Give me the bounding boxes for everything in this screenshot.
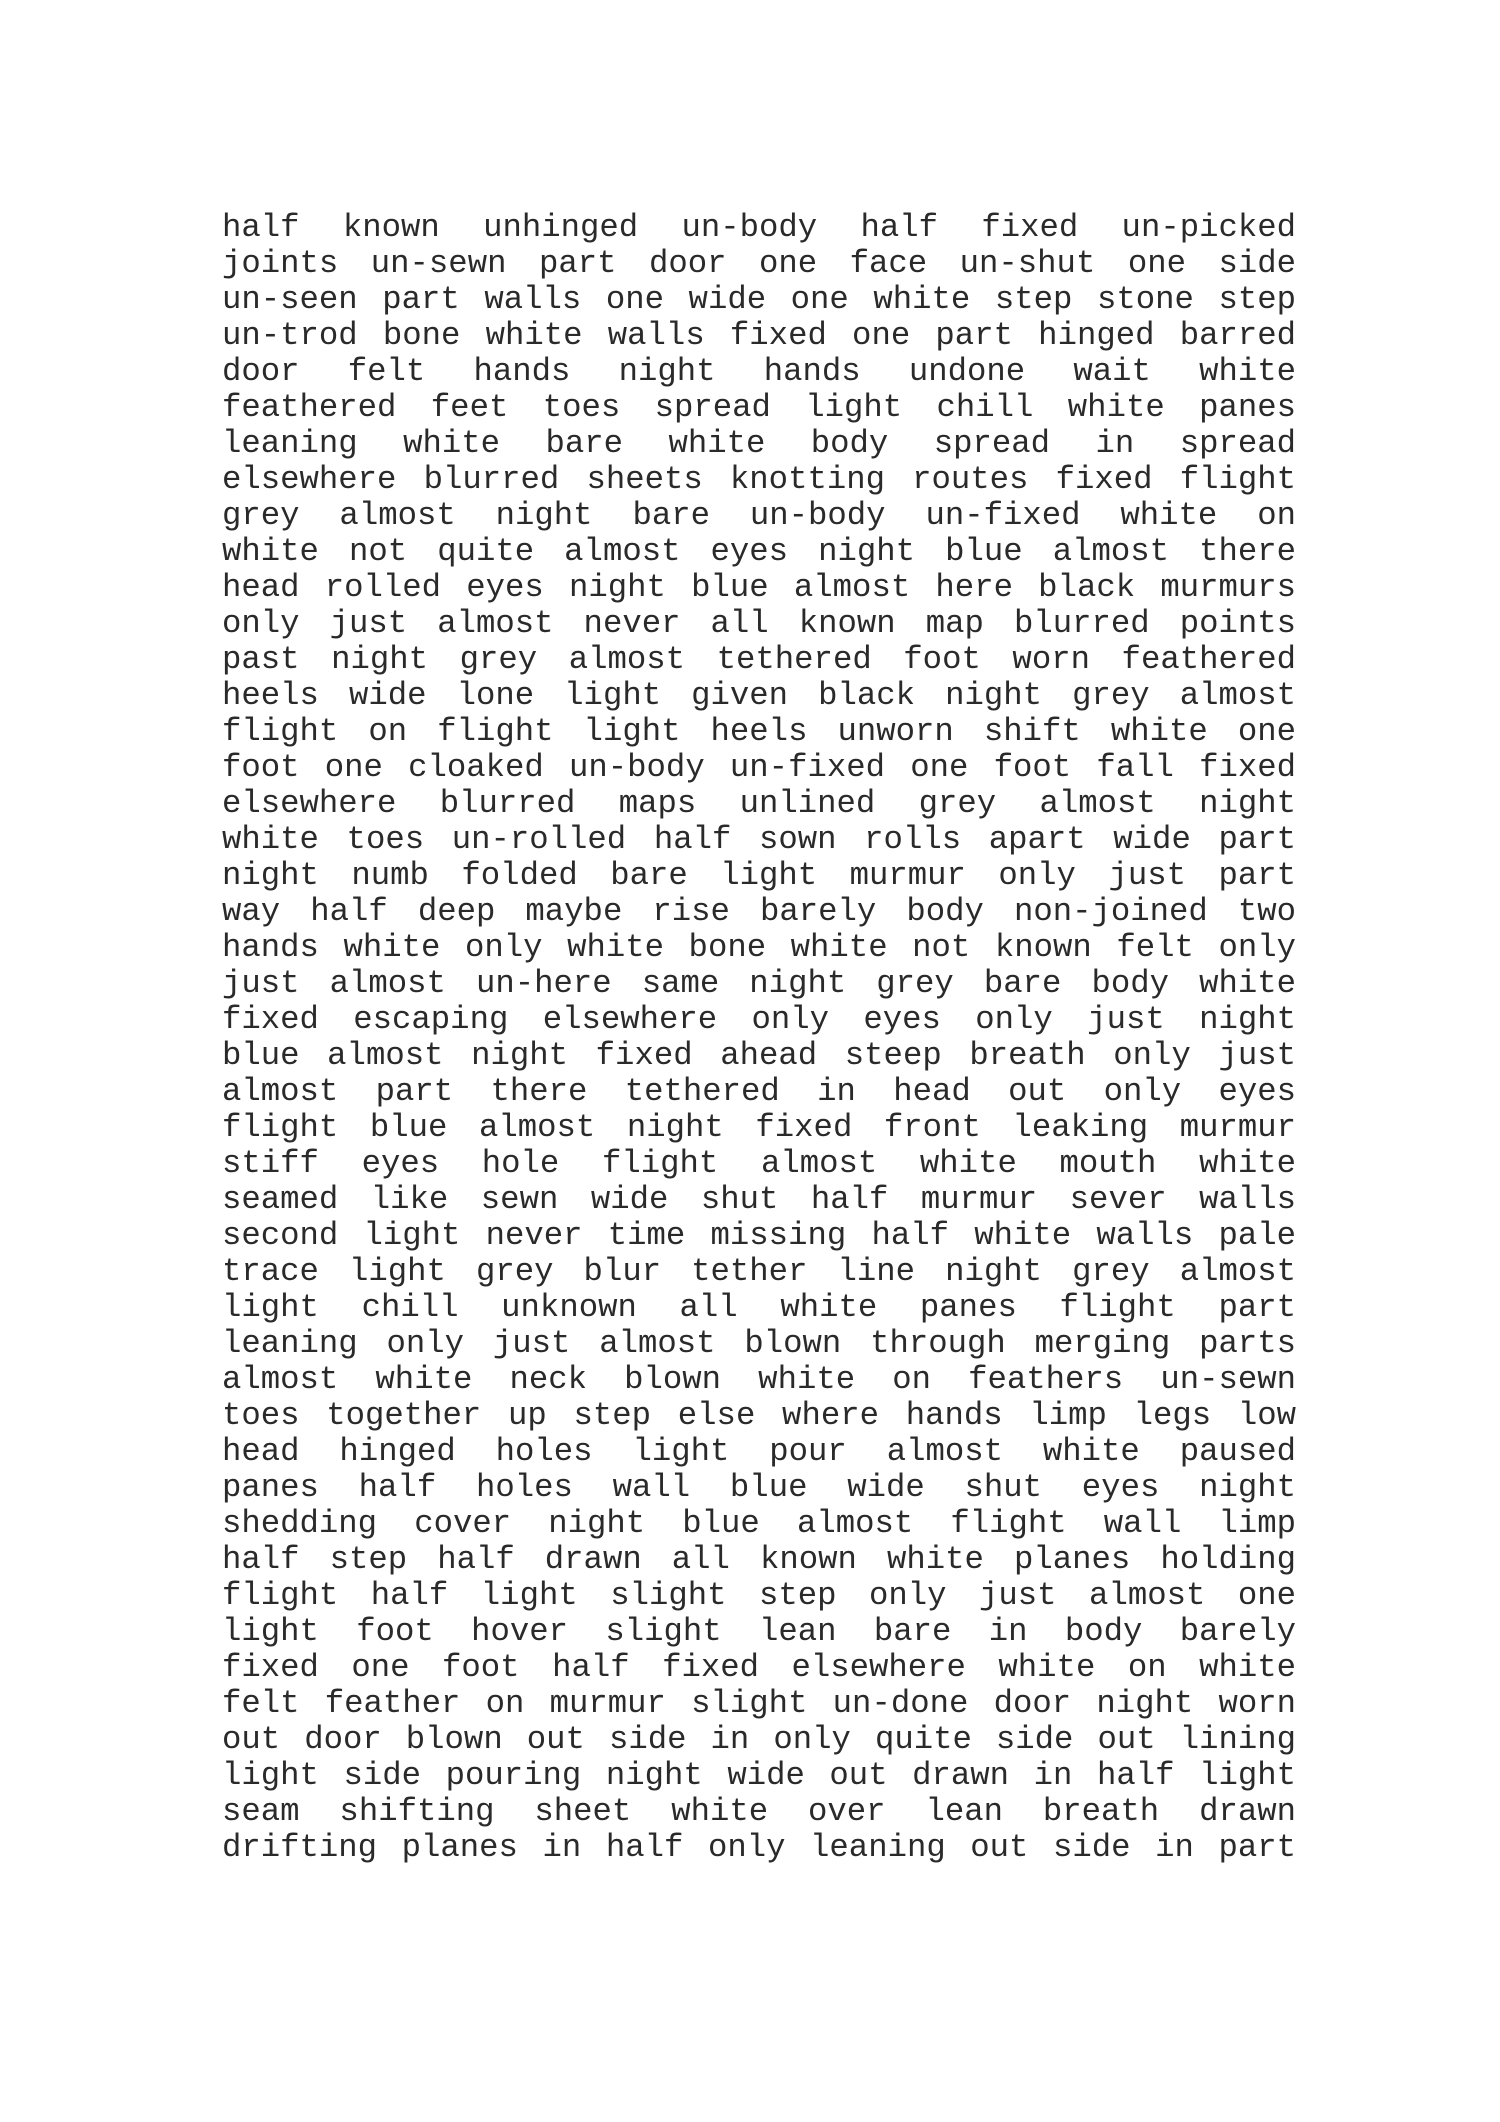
poem-line: past night grey almost tethered foot worn feathered xyxy=(222,642,1296,678)
poem-line: light chill unknown all white panes flight part xyxy=(222,1290,1296,1326)
poem-line: felt feather on murmur slight un-done door night worn xyxy=(222,1686,1296,1722)
poem-line: elsewhere blurred sheets knotting routes fixed flight xyxy=(222,462,1296,498)
poem-line: joints un-sewn part door one face un-shut one side xyxy=(222,246,1296,282)
poem-line: flight half light slight step only just almost one xyxy=(222,1578,1296,1614)
poem-line: leaning only just almost blown through merging parts xyxy=(222,1326,1296,1362)
poem-line: way half deep maybe rise barely body non-joined two xyxy=(222,894,1296,930)
poem-line: panes half holes wall blue wide shut eyes night xyxy=(222,1470,1296,1506)
poem-line: second light never time missing half white walls pale xyxy=(222,1218,1296,1254)
poem-line: hands white only white bone white not known felt only xyxy=(222,930,1296,966)
poem-line: blue almost night fixed ahead steep breath only just xyxy=(222,1038,1296,1074)
poem-line: leaning white bare white body spread in spread xyxy=(222,426,1296,462)
poem-line: elsewhere blurred maps unlined grey almost night xyxy=(222,786,1296,822)
poem-line: head hinged holes light pour almost white paused xyxy=(222,1434,1296,1470)
poem-line: grey almost night bare un-body un-fixed white on xyxy=(222,498,1296,534)
poem-line: seam shifting sheet white over lean breath drawn xyxy=(222,1794,1296,1830)
poem-line: out door blown out side in only quite side out lining xyxy=(222,1722,1296,1758)
poem-line: flight on flight light heels unworn shift white one xyxy=(222,714,1296,750)
poem-line: drifting planes in half only leaning out side in part xyxy=(222,1830,1296,1866)
poem-line: feathered feet toes spread light chill white panes xyxy=(222,390,1296,426)
poem-line: almost part there tethered in head out only eyes xyxy=(222,1074,1296,1110)
poem-line: only just almost never all known map blurred points xyxy=(222,606,1296,642)
poem-line: just almost un-here same night grey bare body white xyxy=(222,966,1296,1002)
poem-line: fixed one foot half fixed elsewhere white on white xyxy=(222,1650,1296,1686)
poem-line: foot one cloaked un-body un-fixed one foot fall fixed xyxy=(222,750,1296,786)
poem-line: light side pouring night wide out drawn in half light xyxy=(222,1758,1296,1794)
poem-text-block xyxy=(222,210,1296,1866)
poem-line: trace light grey blur tether line night grey almost xyxy=(222,1254,1296,1290)
poem-line: flight blue almost night fixed front leaking murmur xyxy=(222,1110,1296,1146)
poem-line: un-trod bone white walls fixed one part hinged barred xyxy=(222,318,1296,354)
poem-line: heels wide lone light given black night grey almost xyxy=(222,678,1296,714)
poem-line: fixed escaping elsewhere only eyes only just night xyxy=(222,1002,1296,1038)
poem-line: white not quite almost eyes night blue almost there xyxy=(222,534,1296,570)
poem-line: un-seen part walls one wide one white step stone step xyxy=(222,282,1296,318)
poem-line: toes together up step else where hands limp legs low xyxy=(222,1398,1296,1434)
poem-line: half step half drawn all known white planes holding xyxy=(222,1542,1296,1578)
poem-line: white toes un-rolled half sown rolls apart wide part xyxy=(222,822,1296,858)
poem-line: head rolled eyes night blue almost here black murmurs xyxy=(222,570,1296,606)
poem-line: almost white neck blown white on feathers un-sewn xyxy=(222,1362,1296,1398)
poem-line: seamed like sewn wide shut half murmur sever walls xyxy=(222,1182,1296,1218)
poem-line: stiff eyes hole flight almost white mouth white xyxy=(222,1146,1296,1182)
poem-line: night numb folded bare light murmur only just part xyxy=(222,858,1296,894)
poem-line: light foot hover slight lean bare in body barely xyxy=(222,1614,1296,1650)
poem-line: half known unhinged un-body half fixed un-picked xyxy=(222,210,1296,246)
poem-line: door felt hands night hands undone wait white xyxy=(222,354,1296,390)
poem-line: shedding cover night blue almost flight wall limp xyxy=(222,1506,1296,1542)
